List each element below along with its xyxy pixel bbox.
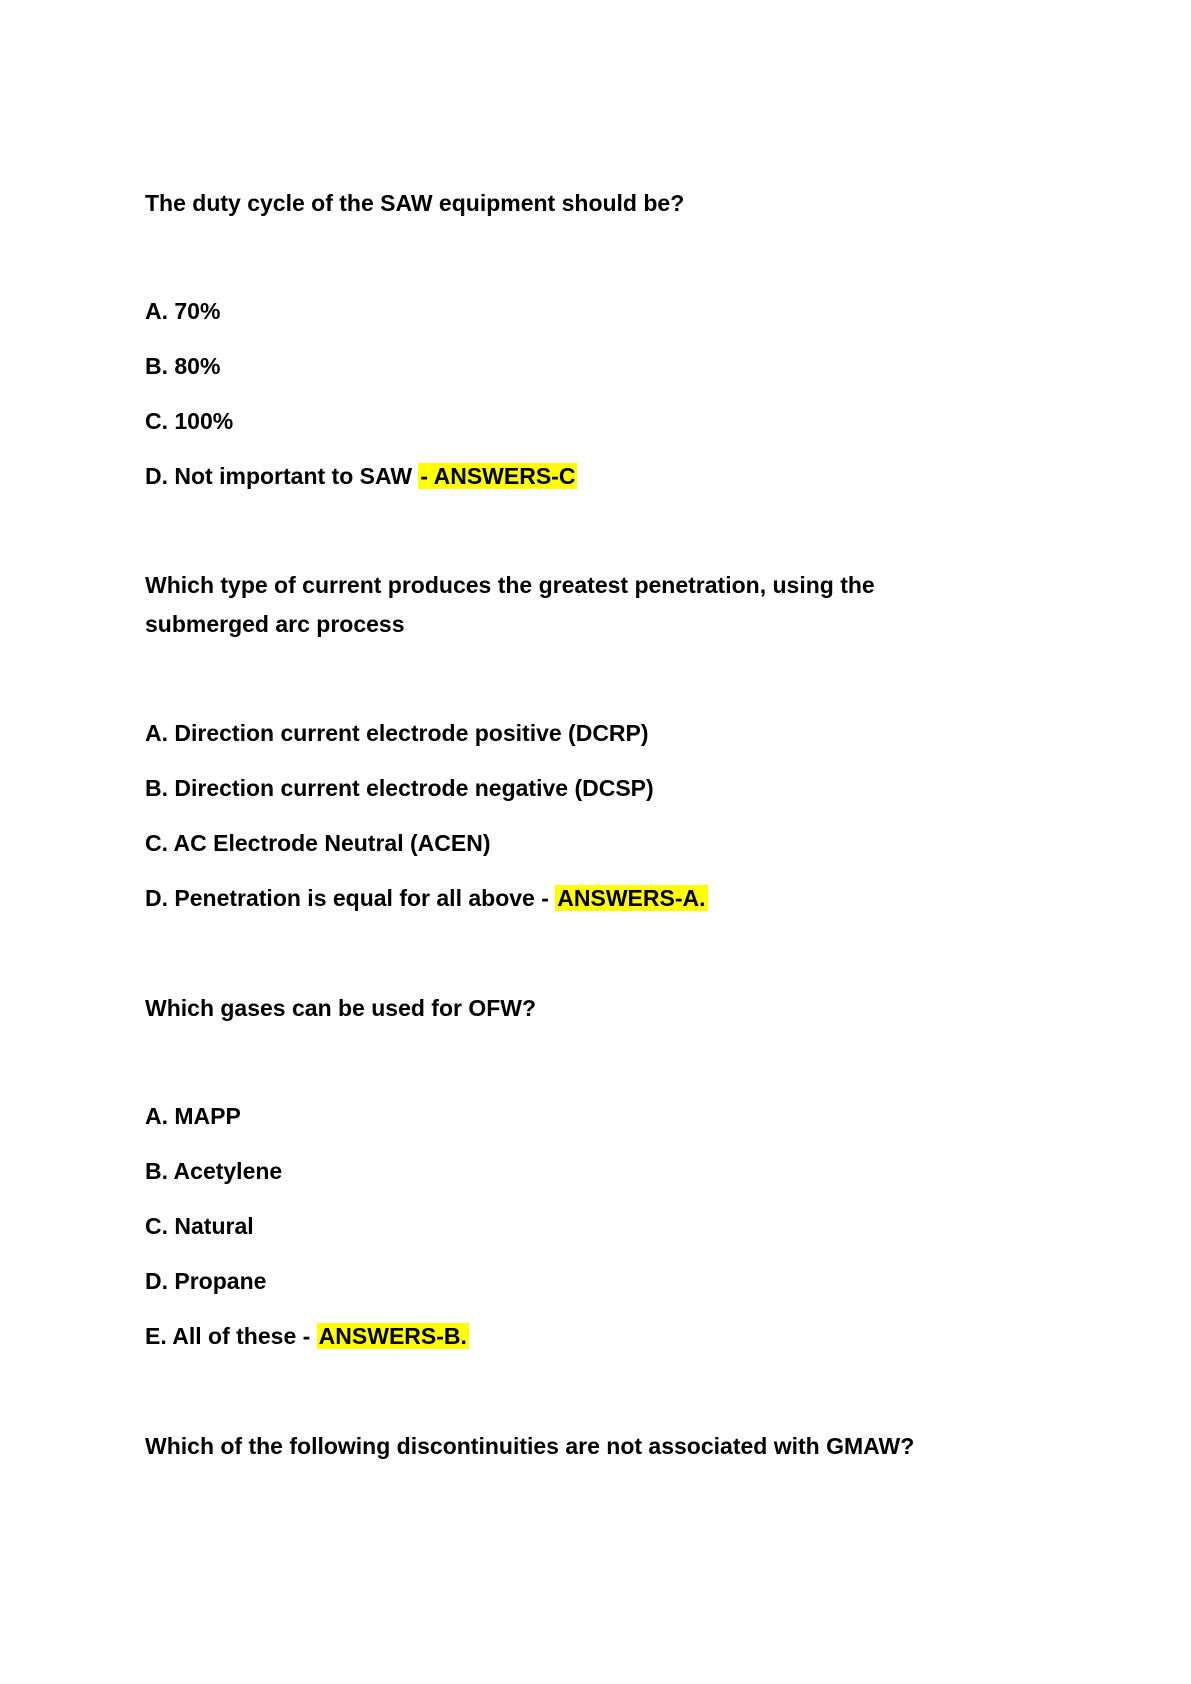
question-3-option-d: D. Propane <box>145 1268 267 1294</box>
question-4-text: Which of the following discontinuities are not associated with GMAW? <box>145 1433 915 1459</box>
question-1-option-c: C. 100% <box>145 408 234 434</box>
question-2-text-line-1: Which type of current produces the greatest penetration, using the <box>145 572 875 598</box>
question-2-text-line-2: submerged arc process <box>145 611 405 637</box>
question-3-option-c: C. Natural <box>145 1213 254 1239</box>
question-1-option-d <box>145 461 577 491</box>
answer-highlight: - ANSWERS-C <box>420 463 576 489</box>
answer-highlight: ANSWERS-B. <box>318 1323 467 1349</box>
option-text: D. Penetration is equal for all above - <box>145 885 556 911</box>
question-1-option-b: B. 80% <box>145 353 221 379</box>
question-1-option-a: A. 70% <box>145 298 221 324</box>
question-2-option-d <box>145 883 708 913</box>
question-3-option-e <box>145 1321 469 1351</box>
option-text: D. Not important to SAW <box>145 463 419 489</box>
option-text: E. All of these - <box>145 1323 317 1349</box>
question-2-option-c: C. AC Electrode Neutral (ACEN) <box>145 830 491 856</box>
question-2-option-a: A. Direction current electrode positive (DCRP) <box>145 720 649 746</box>
question-1-text: The duty cycle of the SAW equipment should be? <box>145 190 685 216</box>
question-3-option-b: B. Acetylene <box>145 1158 283 1184</box>
question-3-text: Which gases can be used for OFW? <box>145 995 537 1021</box>
question-3-option-a: A. MAPP <box>145 1103 241 1129</box>
answer-highlight: ANSWERS-A. <box>557 885 706 911</box>
question-2-option-b: B. Direction current electrode negative (DCSP) <box>145 775 654 801</box>
